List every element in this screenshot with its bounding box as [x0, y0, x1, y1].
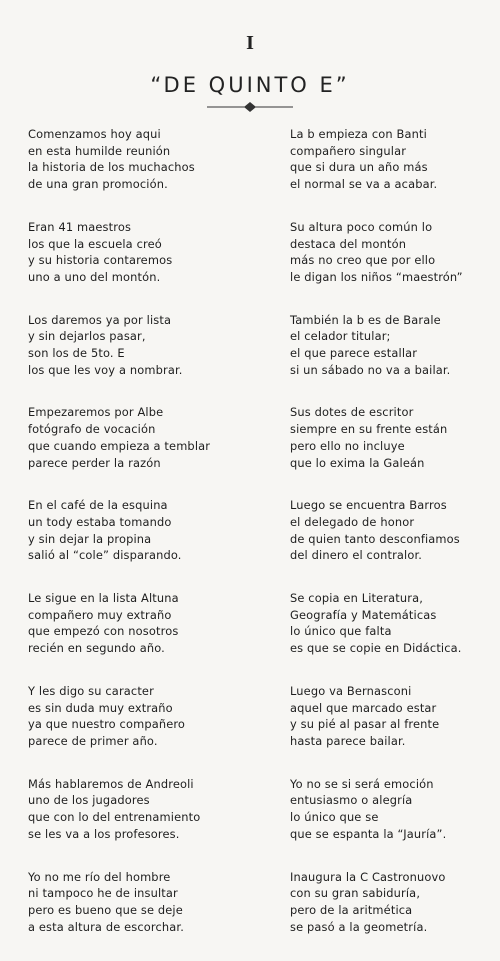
verse-line: son los de 5to. E [28, 346, 125, 361]
stanza [290, 497, 500, 564]
verse-line: pero de la aritmética [290, 902, 413, 917]
verse-line: ni tampoco he de insultar [28, 886, 178, 901]
verse-line: ya que nuestro compañero [28, 717, 186, 732]
verse-line: que lo exima la Galeán [290, 455, 425, 470]
stanza [28, 312, 243, 379]
verse-line: Y les digo su caracter [28, 683, 154, 698]
stanza [290, 312, 500, 379]
verse-line: es que se copie en Didáctica. [290, 641, 462, 656]
verse-line: compañero muy extraño [28, 607, 172, 622]
verse-line: que empezó con nosotros [28, 624, 179, 639]
stanza [290, 683, 500, 750]
verse-line: Empezaremos por Albe [28, 405, 164, 420]
verse-line: Se copia en Literatura, [290, 591, 424, 606]
verse-line: y sin dejarlos pasar, [28, 329, 146, 344]
verse-line: aquel que marcado estar [290, 700, 437, 715]
stanza [290, 590, 500, 657]
stanza [290, 869, 500, 936]
left-column [28, 126, 243, 961]
verse-line: uno de los jugadores [28, 793, 150, 808]
verse-line: Comenzamos hoy aqui [28, 127, 161, 141]
verse-line: los que la escuela creó [28, 236, 162, 251]
verse-line: de quien tanto desconfiamos [290, 531, 460, 546]
verse-line: que cuando empieza a temblar [28, 438, 211, 453]
verse-line: siempre en su frente están [290, 422, 448, 437]
stanza [28, 590, 243, 657]
verse-line: si un sábado no va a bailar. [290, 362, 451, 377]
verse-line: Luego se encuentra Barros [290, 498, 447, 513]
stanza [28, 776, 243, 843]
verse-line: de una gran promoción. [28, 177, 168, 192]
stanza [28, 497, 243, 564]
stanza [28, 683, 243, 750]
verse-line: fotógrafo de vocación [28, 422, 156, 437]
verse-line: recién en segundo año. [28, 641, 165, 656]
stanza [28, 869, 243, 936]
verse-line: Los daremos ya por lista [28, 312, 172, 327]
verse-line: pero es bueno que se deje [28, 902, 183, 917]
verse-line: con su gran sabiduría, [290, 886, 421, 901]
verse-line: compañero singular [290, 143, 407, 158]
verse-line: un tody estaba tomando [28, 514, 172, 529]
verse-line: Sus dotes de escritor [290, 405, 414, 420]
verse-line: se pasó a la geometría. [290, 919, 428, 934]
verse-line: lo único que falta [290, 624, 392, 639]
stanza [28, 404, 243, 471]
verse-line: hasta parece bailar. [290, 733, 406, 748]
stanza [290, 404, 500, 471]
poem-title: “DE QUINTO E” [150, 73, 350, 97]
verse-line: Le sigue en la lista Altuna [28, 591, 179, 606]
verse-line: También la b es de Barale [290, 312, 441, 327]
verse-line: salió al “cole” disparando. [28, 548, 182, 563]
verse-line: Yo no me río del hombre [28, 869, 171, 884]
stanza [290, 219, 500, 286]
verse-line: Más hablaremos de Andreoli [28, 776, 194, 791]
verse-line: del dinero el contralor. [290, 548, 423, 563]
verse-line: parece de primer año. [28, 733, 158, 748]
verse-line: Su altura poco común lo [290, 219, 433, 234]
right-column [290, 126, 500, 961]
verse-line: los que les voy a nombrar. [28, 362, 183, 377]
verse-line: más no creo que por ello [290, 253, 436, 268]
verse-line: y sin dejar la propina [28, 531, 152, 546]
verse-line: que se espanta la “Jauría”. [290, 826, 447, 841]
verse-line: destaca del montón [290, 236, 407, 251]
verse-line: en esta humilde reunión [28, 143, 171, 158]
verse-line: pero ello no incluye [290, 438, 405, 453]
verse-line: uno a uno del montón. [28, 269, 161, 284]
verse-line: Inaugura la C Castronuovo [290, 869, 446, 884]
verse-line: Yo no se si será emoción [290, 776, 434, 791]
stanza [28, 126, 243, 193]
title-divider-ornament [205, 101, 295, 113]
verse-line: parece perder la razón [28, 455, 161, 470]
verse-line: que si dura un año más [290, 160, 428, 175]
verse-line: Geografía y Matemáticas [290, 607, 437, 622]
verse-line: y su pié al pasar al frente [290, 717, 440, 732]
verse-line: lo único que se [290, 810, 379, 825]
verse-line: entusiasmo o alegría [290, 793, 413, 808]
verse-line: la historia de los muchachos [28, 160, 195, 175]
verse-line: Eran 41 maestros [28, 219, 132, 234]
verse-line: que con lo del entrenamiento [28, 810, 201, 825]
verse-line: a esta altura de escorchar. [28, 919, 184, 934]
verse-line: se les va a los profesores. [28, 826, 180, 841]
verse-line: es sin duda muy extraño [28, 700, 173, 715]
stanza [290, 126, 500, 193]
verse-line: La b empieza con Banti [290, 127, 427, 141]
verse-line: En el café de la esquina [28, 498, 168, 513]
section-numeral: I [246, 32, 254, 54]
verse-line: el que parece estallar [290, 346, 418, 361]
verse-line: el delegado de honor [290, 514, 415, 529]
verse-line: el celador titular; [290, 329, 391, 344]
verse-line: Luego va Bernasconi [290, 683, 412, 698]
verse-line: y su historia contaremos [28, 253, 173, 268]
stanza [290, 776, 500, 843]
verse-line: le digan los niños “maestrón” [290, 269, 463, 284]
verse-line: el normal se va a acabar. [290, 177, 438, 192]
stanza [28, 219, 243, 286]
